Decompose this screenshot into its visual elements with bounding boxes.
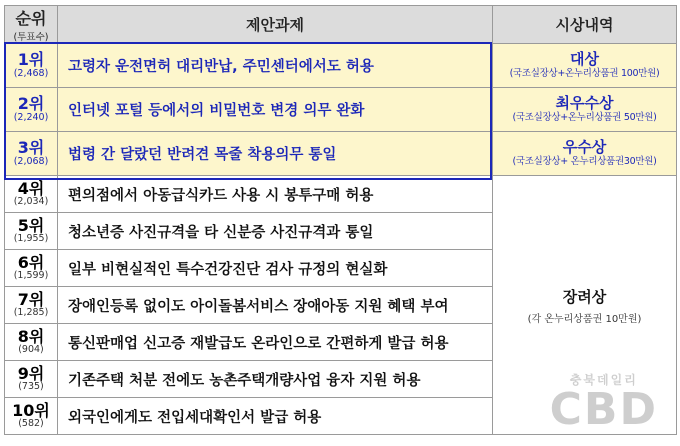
rank-cell	[5, 398, 58, 435]
watermark-line2: CBD	[549, 384, 658, 435]
vote-count: (1,599)	[13, 270, 49, 282]
table-row	[5, 44, 677, 88]
table-row	[5, 88, 677, 132]
award-prize: (국조실장상+온누리상품권 100만원)	[509, 67, 660, 79]
proposal-title: 인터넷 포털 등에서의 비밀번호 변경 의무 완화	[58, 88, 493, 132]
vote-count: (735)	[18, 381, 44, 393]
table-row	[5, 132, 677, 176]
rank-cell	[5, 132, 58, 176]
vote-count: (1,955)	[13, 233, 49, 245]
rank-label: 1위	[17, 50, 45, 70]
rank-label: 4위	[17, 178, 45, 198]
award-prize: (국조실장상+ 온누리상품권30만원)	[512, 155, 657, 167]
header-award: 시상내역	[493, 6, 677, 44]
proposal-title: 기존주택 처분 전에도 농촌주택개량사업 융자 지원 허용	[58, 361, 493, 398]
table-row	[5, 176, 677, 213]
vote-count: (582)	[18, 418, 44, 430]
rank-label: 2위	[17, 94, 45, 114]
watermark-logo	[549, 371, 658, 435]
rank-label: 5위	[17, 215, 45, 235]
award-name: 대상	[570, 50, 599, 69]
proposal-title: 청소년증 사진규격을 타 신분증 사진규격과 통일	[58, 213, 493, 250]
rank-label: 8위	[17, 326, 45, 346]
rank-label: 10위	[12, 400, 50, 420]
proposal-title: 장애인등록 없이도 아이돌봄서비스 장애아동 지원 혜택 부여	[58, 287, 493, 324]
vote-count: (2,068)	[13, 155, 49, 167]
vote-count: (1,285)	[13, 307, 49, 319]
rank-cell	[5, 176, 58, 213]
rank-cell	[5, 250, 58, 287]
award-name: 우수상	[562, 138, 607, 157]
proposal-title: 편의점에서 아동급식카드 사용 시 봉투구매 허용	[58, 176, 493, 213]
proposal-title: 고령자 운전면허 대리반납, 주민센터에서도 허용	[58, 44, 493, 88]
header-rank-sub: (투표수)	[13, 32, 49, 43]
rank-label: 3위	[17, 138, 45, 158]
rank-cell	[5, 44, 58, 88]
rank-cell	[5, 361, 58, 398]
table-header-row	[5, 6, 677, 44]
proposal-title: 일부 비현실적인 특수건강진단 검사 규정의 현실화	[58, 250, 493, 287]
rank-label: 9위	[17, 363, 45, 383]
award-prize: (국조실장상+온누리상품권 50만원)	[512, 111, 657, 123]
general-award-prize: (각 온누리상품권 10만원)	[527, 313, 642, 325]
header-proposal: 제안과제	[58, 6, 493, 44]
rank-label: 7위	[17, 289, 45, 309]
rank-label: 6위	[17, 252, 45, 272]
proposal-title: 법령 간 달랐던 반려견 목줄 착용의무 통일	[58, 132, 493, 176]
vote-count: (2,240)	[13, 111, 49, 123]
watermark-line1: 충북데일리	[569, 373, 638, 387]
rank-cell	[5, 324, 58, 361]
vote-count: (904)	[18, 344, 44, 356]
header-rank	[5, 6, 58, 44]
award-name: 최우수상	[555, 94, 614, 113]
rank-cell	[5, 287, 58, 324]
vote-count: (2,468)	[13, 67, 49, 79]
award-cell	[493, 44, 677, 88]
award-cell	[493, 88, 677, 132]
proposal-title: 외국인에게도 전입세대확인서 발급 허용	[58, 398, 493, 435]
proposal-title: 통신판매업 신고증 재발급도 온라인으로 간편하게 발급 허용	[58, 324, 493, 361]
vote-count: (2,034)	[13, 196, 49, 208]
rank-cell	[5, 88, 58, 132]
rank-cell	[5, 213, 58, 250]
header-rank-label: 순위	[15, 9, 47, 28]
award-cell	[493, 132, 677, 176]
general-award-name: 장려상	[562, 287, 607, 306]
